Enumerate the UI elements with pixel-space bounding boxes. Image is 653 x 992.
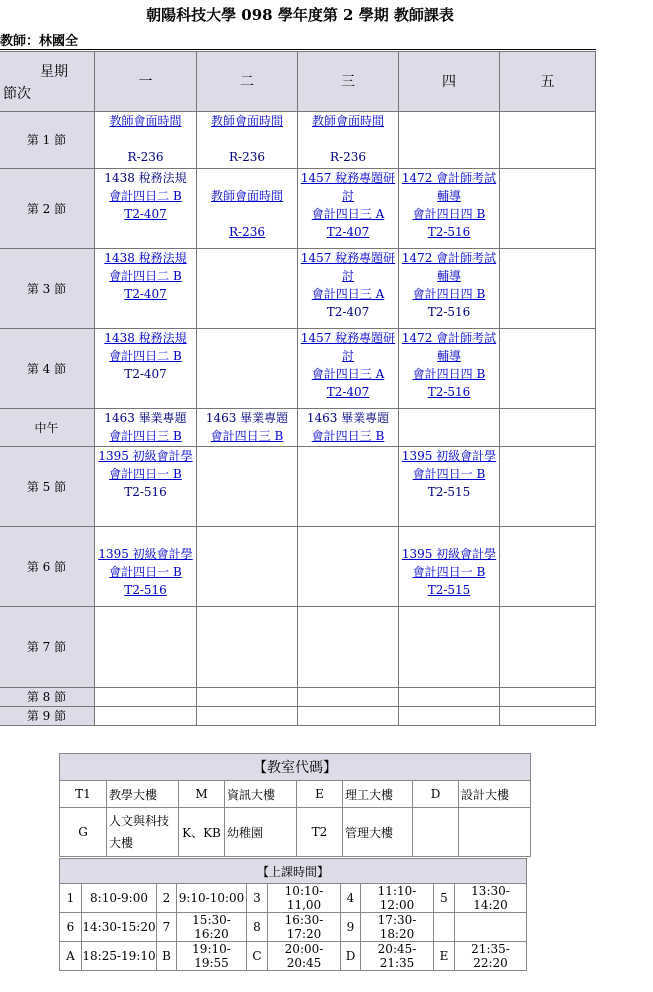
- table-row: [0, 249, 596, 329]
- class-cell: [95, 447, 197, 527]
- class-link[interactable]: 會計四日三 B: [109, 429, 182, 443]
- empty-cell: [197, 249, 298, 329]
- course-link[interactable]: 教師會面時間: [311, 114, 384, 128]
- class-cell: [298, 329, 399, 409]
- room-code: R-236: [127, 150, 164, 164]
- class-link[interactable]: 會計四日三 A: [311, 287, 385, 301]
- period-code: 7: [157, 913, 177, 942]
- room-link[interactable]: T2-516: [427, 385, 471, 399]
- empty-cell: [197, 527, 298, 607]
- class-link[interactable]: 會計四日三 B: [311, 429, 385, 443]
- period-code: 4: [341, 884, 361, 913]
- table-row: [0, 607, 596, 688]
- period-code: 5: [434, 884, 455, 913]
- course-link[interactable]: 1438 稅務法規: [104, 331, 187, 345]
- building-name: 設計大樓: [459, 781, 531, 808]
- time-range: 13:30-14:20: [455, 884, 527, 913]
- time-range: 18:25-19:10: [82, 942, 157, 971]
- room-link[interactable]: T2-516: [124, 583, 167, 597]
- class-link[interactable]: 會計四日一 B: [109, 565, 182, 579]
- class-cell: [197, 409, 298, 447]
- day-header-mon: 一: [95, 52, 197, 112]
- table-row: [60, 808, 531, 857]
- class-link[interactable]: 會計四日一 B: [412, 467, 486, 481]
- class-cell: [197, 112, 298, 169]
- empty-cell: [298, 447, 399, 527]
- period-cell: 第 9 節: [0, 707, 95, 726]
- class-cell: [399, 329, 500, 409]
- course-link[interactable]: 教師會面時間: [210, 114, 283, 128]
- empty-cell: [298, 607, 399, 688]
- building-name: 資訊大樓: [225, 781, 297, 808]
- course-name: 1463 畢業專題: [306, 411, 390, 425]
- class-cell: [298, 112, 399, 169]
- time-range: 14:30-15:20: [82, 913, 157, 942]
- period-cell: 第 7 節: [0, 607, 95, 688]
- time-range: 19:10-19:55: [177, 942, 247, 971]
- class-cell: [298, 169, 399, 249]
- empty-cell: [399, 707, 500, 726]
- building-name: 理工大樓: [343, 781, 413, 808]
- empty-cell: [500, 707, 596, 726]
- class-cell: [399, 169, 500, 249]
- class-cell: [399, 447, 500, 527]
- table-header-row: [0, 52, 596, 112]
- empty-cell: [298, 707, 399, 726]
- period-cell: 第 4 節: [0, 329, 95, 409]
- class-link[interactable]: 會計四日四 B: [412, 207, 486, 221]
- time-range: 17:30-18:20: [361, 913, 434, 942]
- period-cell: 第 2 節: [0, 169, 95, 249]
- empty-cell: [500, 249, 596, 329]
- table-row: [0, 447, 596, 527]
- empty-cell: [500, 527, 596, 607]
- empty-cell: [197, 329, 298, 409]
- period-code: D: [341, 942, 361, 971]
- class-link[interactable]: 會計四日二 B: [109, 269, 182, 283]
- room-code-legend: [59, 753, 531, 857]
- empty-cell: [197, 607, 298, 688]
- time-range: 8:10-9:00: [82, 884, 157, 913]
- day-header-thu: 四: [399, 52, 500, 112]
- empty-cell: [500, 112, 596, 169]
- class-link[interactable]: 會計四日三 A: [311, 367, 385, 381]
- class-link[interactable]: 會計四日一 B: [412, 565, 486, 579]
- class-time-legend: [59, 858, 527, 971]
- class-cell: [95, 329, 197, 409]
- period-code: E: [434, 942, 455, 971]
- corner-cell: [0, 52, 95, 112]
- course-link[interactable]: 1457 稅務專題研討: [300, 331, 396, 363]
- room-code: T2: [297, 808, 343, 857]
- period-cell: 第 5 節: [0, 447, 95, 527]
- class-cell: [197, 169, 298, 249]
- page-title: 朝陽科技大學 098 學年度第 2 學期 教師課表: [146, 6, 454, 24]
- period-cell: 第 8 節: [0, 688, 95, 707]
- room-code: K、KB: [179, 808, 225, 857]
- empty-cell: [197, 707, 298, 726]
- building-name: 幼稚園: [225, 808, 297, 857]
- empty-cell: [500, 329, 596, 409]
- period-code: B: [157, 942, 177, 971]
- class-cell: [95, 409, 197, 447]
- course-link[interactable]: 1472 會計師考試輔導: [401, 331, 497, 363]
- course-name: 1463 畢業專題: [205, 411, 289, 425]
- room-link[interactable]: T2-407: [124, 287, 167, 301]
- class-cell: [95, 249, 197, 329]
- period-code: 2: [157, 884, 177, 913]
- room-code: T1: [60, 781, 107, 808]
- time-legend-title: 【上課時間】: [60, 859, 527, 884]
- room-code: T2-407: [326, 305, 370, 319]
- time-range: 21:35-22:20: [455, 942, 527, 971]
- period-code: 3: [247, 884, 268, 913]
- class-link[interactable]: 會計四日三 B: [210, 429, 284, 443]
- time-range: 11:10-12:00: [361, 884, 434, 913]
- course-link[interactable]: 教師會面時間: [109, 114, 182, 128]
- table-row: [60, 884, 527, 913]
- class-cell: [95, 527, 197, 607]
- empty-cell: [500, 447, 596, 527]
- room-link[interactable]: T2-407: [124, 207, 167, 221]
- empty-cell: [298, 527, 399, 607]
- table-row: [0, 169, 596, 249]
- empty-cell: [95, 688, 197, 707]
- building-name: 教學大樓: [107, 781, 179, 808]
- table-row: [60, 942, 527, 971]
- table-row: [0, 329, 596, 409]
- room-code: T2-407: [124, 367, 167, 381]
- empty-cell: [500, 607, 596, 688]
- class-cell: [298, 249, 399, 329]
- table-row: [0, 688, 596, 707]
- day-header-tue: 二: [197, 52, 298, 112]
- room-code: E: [297, 781, 343, 808]
- room-legend-title: 【教室代碼】: [60, 754, 531, 781]
- empty-cell: [197, 447, 298, 527]
- course-link[interactable]: 教師會面時間: [210, 189, 283, 203]
- room-code: R-236: [330, 150, 366, 164]
- course-link[interactable]: 1457 稅務專題研討: [300, 251, 396, 283]
- empty-cell: [399, 688, 500, 707]
- course-link[interactable]: 1438 稅務法規: [104, 251, 187, 265]
- period-code: 9: [341, 913, 361, 942]
- empty-cell: [95, 707, 197, 726]
- period-code: 1: [60, 884, 82, 913]
- course-name: 1438 稅務法規: [104, 171, 187, 185]
- class-link[interactable]: 會計四日三 A: [311, 207, 385, 221]
- class-cell: [95, 112, 197, 169]
- empty-cell: [399, 409, 500, 447]
- room-link[interactable]: T2-515: [427, 583, 471, 597]
- room-link[interactable]: R-236: [229, 225, 265, 239]
- room-code: R-236: [229, 150, 265, 164]
- room-code: G: [60, 808, 107, 857]
- empty-cell: [197, 688, 298, 707]
- class-link[interactable]: 會計四日二 B: [109, 189, 182, 203]
- class-cell: [95, 169, 197, 249]
- time-range: 9:10-10:00: [177, 884, 247, 913]
- empty-cell: [500, 409, 596, 447]
- room-code: [413, 808, 459, 857]
- course-link[interactable]: 1395 初級會計學: [98, 547, 193, 561]
- course-link[interactable]: 1472 會計師考試輔導: [401, 251, 497, 283]
- room-code: D: [413, 781, 459, 808]
- period-cell: 第 6 節: [0, 527, 95, 607]
- class-link[interactable]: 會計四日四 B: [412, 367, 486, 381]
- building-name: 管理大樓: [343, 808, 413, 857]
- class-link[interactable]: 會計四日二 B: [109, 349, 182, 363]
- period-code: [434, 913, 455, 942]
- period-label: 節次: [3, 85, 31, 102]
- time-range: 10:10-11,00: [268, 884, 341, 913]
- room-code: T2-516: [427, 305, 471, 319]
- time-range: 16:30-17:20: [268, 913, 341, 942]
- period-code: C: [247, 942, 268, 971]
- time-range: 20:45-21:35: [361, 942, 434, 971]
- class-cell: [399, 249, 500, 329]
- empty-cell: [399, 112, 500, 169]
- teacher-name: 教師：林國全: [0, 34, 79, 49]
- table-row: [60, 913, 527, 942]
- empty-cell: [500, 688, 596, 707]
- course-link[interactable]: 1395 初級會計學: [401, 449, 497, 463]
- class-link[interactable]: 會計四日一 B: [109, 467, 182, 481]
- table-row: [0, 409, 596, 447]
- period-cell: 第 1 節: [0, 112, 95, 169]
- class-cell: [399, 527, 500, 607]
- weekday-label: 星期: [40, 63, 68, 80]
- course-link[interactable]: 1395 初級會計學: [98, 449, 193, 463]
- building-name: [459, 808, 531, 857]
- room-link[interactable]: T2-516: [427, 225, 471, 239]
- empty-cell: [500, 169, 596, 249]
- period-code: 6: [60, 913, 82, 942]
- empty-cell: [298, 688, 399, 707]
- table-row: [0, 527, 596, 607]
- room-code: M: [179, 781, 225, 808]
- room-link[interactable]: T2-407: [326, 225, 370, 239]
- day-header-wed: 三: [298, 52, 399, 112]
- empty-cell: [399, 607, 500, 688]
- time-range: 20:00-20:45: [268, 942, 341, 971]
- time-range: 15:30-16:20: [177, 913, 247, 942]
- room-code: T2-516: [124, 485, 167, 499]
- time-range: [455, 913, 527, 942]
- period-cell: 中午: [0, 409, 95, 447]
- course-name: 1463 畢業專題: [104, 411, 187, 425]
- empty-cell: [95, 607, 197, 688]
- day-header-fri: 五: [500, 52, 596, 112]
- class-cell: [298, 409, 399, 447]
- period-code: A: [60, 942, 82, 971]
- period-code: 8: [247, 913, 268, 942]
- building-name: 人文與科技大樓: [107, 808, 179, 857]
- room-code: T2-515: [427, 485, 471, 499]
- room-link[interactable]: T2-407: [326, 385, 370, 399]
- course-link[interactable]: 1395 初級會計學: [401, 547, 497, 561]
- course-link[interactable]: 1457 稅務專題研討: [300, 171, 396, 203]
- table-row: [0, 112, 596, 169]
- schedule-table: [0, 51, 596, 726]
- table-row: [0, 707, 596, 726]
- period-cell: 第 3 節: [0, 249, 95, 329]
- course-link[interactable]: 1472 會計師考試輔導: [401, 171, 497, 203]
- table-row: [60, 781, 531, 808]
- divider: [0, 49, 596, 50]
- class-link[interactable]: 會計四日四 B: [412, 287, 486, 301]
